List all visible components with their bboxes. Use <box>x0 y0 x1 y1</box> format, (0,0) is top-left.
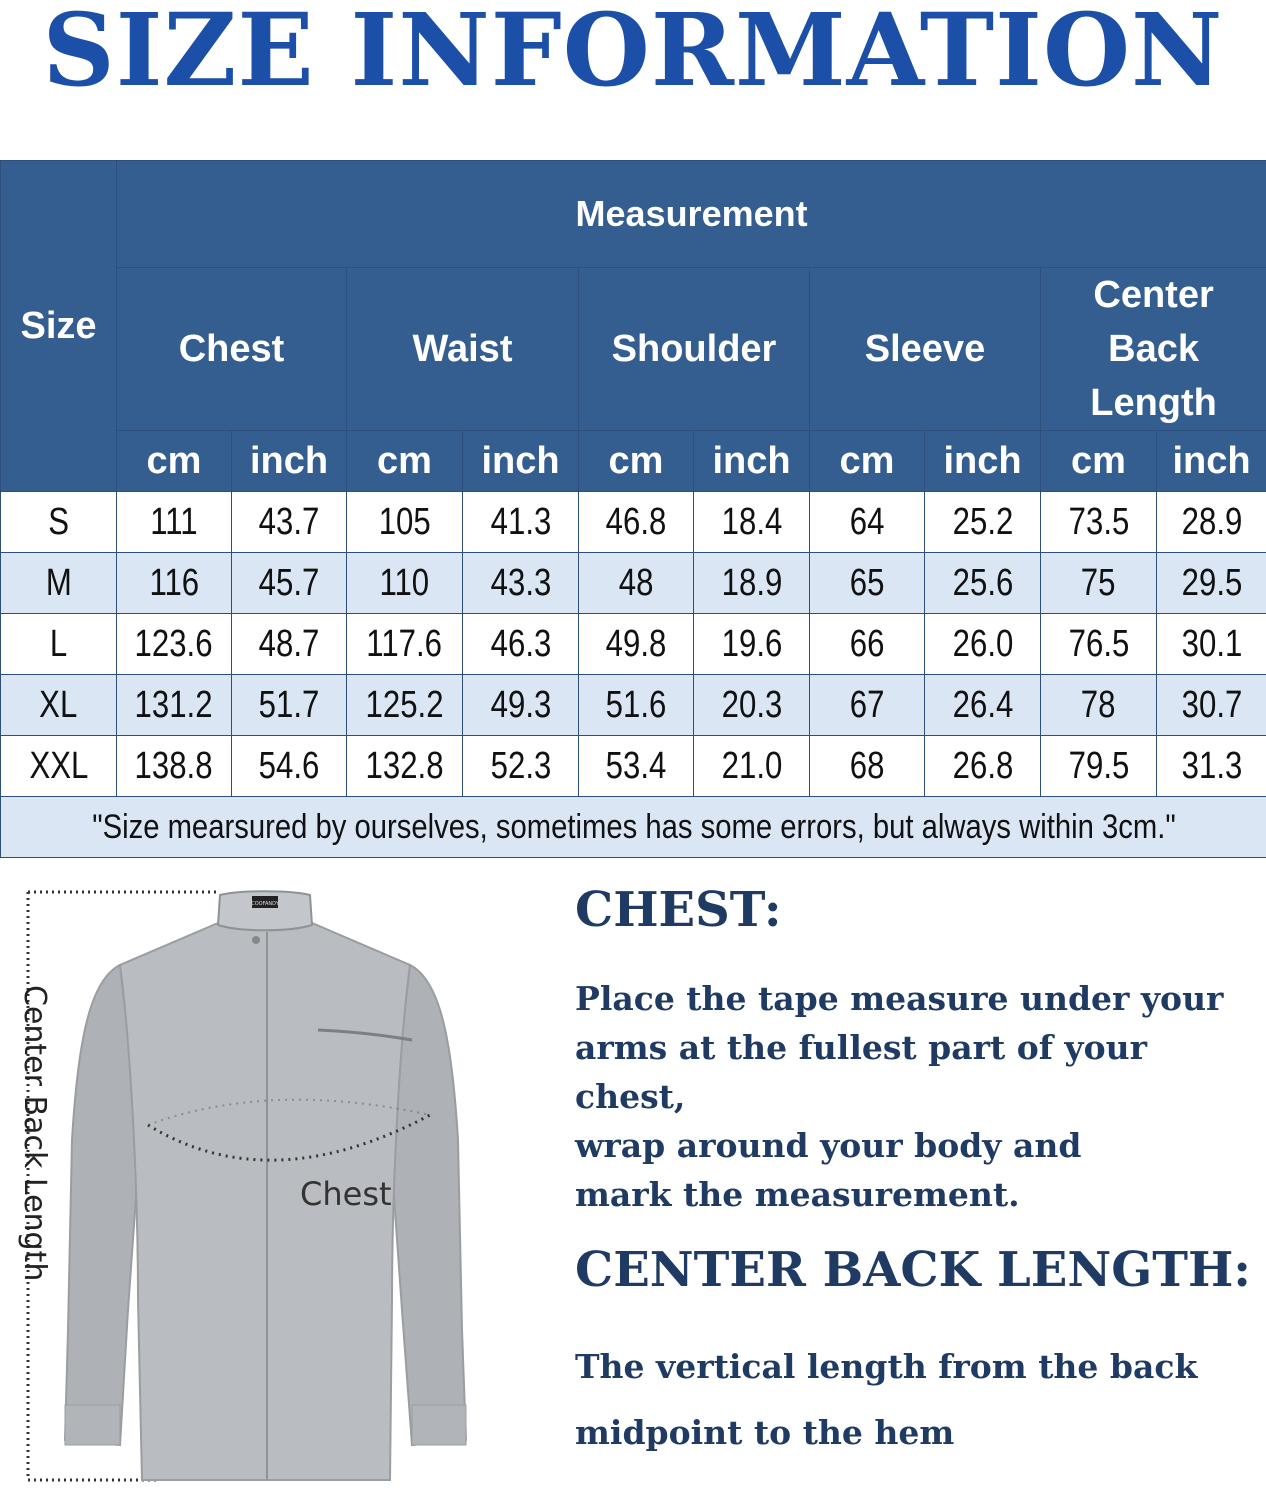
value-cell: 26.8 <box>925 736 1041 797</box>
value-cell: 46.3 <box>463 614 579 675</box>
left-cuff <box>65 1405 120 1445</box>
value-cell: 105 <box>347 492 463 553</box>
value-cell: 53.4 <box>579 736 694 797</box>
value-cell: 45.7 <box>232 553 347 614</box>
value-cell: 49.8 <box>579 614 694 675</box>
value-cell: 79.5 <box>1041 736 1157 797</box>
value-cell: 78 <box>1041 675 1157 736</box>
table-row <box>1 736 1266 797</box>
value-cell: 64 <box>810 492 925 553</box>
size-header: Size <box>1 161 117 492</box>
value-cell: 76.5 <box>1041 614 1157 675</box>
value-cell: 67 <box>810 675 925 736</box>
value-cell: 30.7 <box>1157 675 1266 736</box>
value-cell: 48.7 <box>232 614 347 675</box>
size-cell: S <box>1 492 117 553</box>
chest-heading: CHEST: <box>575 882 782 938</box>
page-title: SIZE INFORMATION <box>42 0 1224 109</box>
group-header-center-back-length: Center Back Length <box>1041 268 1266 431</box>
value-cell: 19.6 <box>694 614 810 675</box>
value-cell: 43.7 <box>232 492 347 553</box>
unit-header: inch <box>694 431 810 492</box>
value-cell: 65 <box>810 553 925 614</box>
value-cell: 43.3 <box>463 553 579 614</box>
unit-header: inch <box>925 431 1041 492</box>
table-row <box>1 614 1266 675</box>
value-cell: 25.2 <box>925 492 1041 553</box>
value-cell: 111 <box>117 492 232 553</box>
unit-header: cm <box>117 431 232 492</box>
size-cell: XL <box>1 675 117 736</box>
value-cell: 138.8 <box>117 736 232 797</box>
value-cell: 21.0 <box>694 736 810 797</box>
value-cell: 116 <box>117 553 232 614</box>
unit-header: inch <box>1157 431 1266 492</box>
unit-header: cm <box>347 431 463 492</box>
center-back-length-label: Center Back Length <box>17 985 52 1282</box>
value-cell: 66 <box>810 614 925 675</box>
value-cell: 46.8 <box>579 492 694 553</box>
right-cuff <box>412 1405 466 1445</box>
value-cell: 29.5 <box>1157 553 1266 614</box>
value-cell: 51.6 <box>579 675 694 736</box>
value-cell: 26.4 <box>925 675 1041 736</box>
table-footnote: "Size mearsured by ourselves, sometimes has some errors, but always within 3cm." <box>1 797 1266 858</box>
group-header-shoulder: Shoulder <box>579 268 810 431</box>
unit-header: cm <box>810 431 925 492</box>
group-header-chest: Chest <box>117 268 347 431</box>
value-cell: 52.3 <box>463 736 579 797</box>
value-cell: 125.2 <box>347 675 463 736</box>
measurement-header: Measurement <box>117 161 1266 268</box>
value-cell: 117.6 <box>347 614 463 675</box>
group-header-sleeve: Sleeve <box>810 268 1041 431</box>
value-cell: 31.3 <box>1157 736 1266 797</box>
value-cell: 73.5 <box>1041 492 1157 553</box>
table-row <box>1 553 1266 614</box>
value-cell: 110 <box>347 553 463 614</box>
size-cell: M <box>1 553 117 614</box>
value-cell: 54.6 <box>232 736 347 797</box>
value-cell: 51.7 <box>232 675 347 736</box>
value-cell: 26.0 <box>925 614 1041 675</box>
unit-header: inch <box>232 431 347 492</box>
unit-header: cm <box>579 431 694 492</box>
value-cell: 30.1 <box>1157 614 1266 675</box>
table-row <box>1 492 1266 553</box>
value-cell: 68 <box>810 736 925 797</box>
value-cell: 49.3 <box>463 675 579 736</box>
center-back-length-description: The vertical length from the back midpoint to the hem <box>575 1347 1198 1452</box>
value-cell: 18.4 <box>694 492 810 553</box>
unit-header: cm <box>1041 431 1157 492</box>
value-cell: 18.9 <box>694 553 810 614</box>
unit-header: inch <box>463 431 579 492</box>
value-cell: 132.8 <box>347 736 463 797</box>
button <box>252 936 260 944</box>
svg-text:COOFANDY: COOFANDY <box>251 901 279 907</box>
value-cell: 48 <box>579 553 694 614</box>
size-cell: XXL <box>1 736 117 797</box>
group-header-waist: Waist <box>347 268 579 431</box>
shirt-illustration <box>20 880 540 1490</box>
value-cell: 20.3 <box>694 675 810 736</box>
size-cell: L <box>1 614 117 675</box>
chest-label: Chest <box>300 1175 392 1213</box>
chest-description: Place the tape measure under your arms at the fullest part of your chest, wrap around your body and mark the measurement. <box>575 979 1224 1214</box>
center-back-length-heading: CENTER BACK LENGTH: <box>575 1242 1252 1298</box>
table-row <box>1 675 1266 736</box>
value-cell: 28.9 <box>1157 492 1266 553</box>
value-cell: 75 <box>1041 553 1157 614</box>
size-chart-table <box>0 160 1266 858</box>
value-cell: 131.2 <box>117 675 232 736</box>
value-cell: 41.3 <box>463 492 579 553</box>
value-cell: 123.6 <box>117 614 232 675</box>
value-cell: 25.6 <box>925 553 1041 614</box>
